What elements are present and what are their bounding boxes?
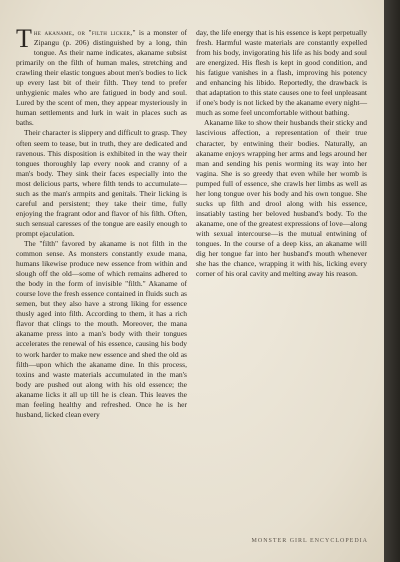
- drop-cap: T: [16, 24, 32, 53]
- page-edge-spine: [384, 0, 400, 562]
- paragraph-filth: The "filth" favored by akaname is not filth in the common sense. As monsters constantly exude mana, humans likewise produce new essence from within and slough off the old—some of which remains adhered to the body in the form of invisible "filth." Akaname of course love the fresh essence contained in fluids such as semen, but they also have a strong liking for essence thusly aged into filth. According to them, it has a rich flavor that clings to the mouth. Moreover, the mana akaname press into a man's body with their tongues accelerates the renewal of his essence, causing his body to work harder to make new essence and shed the old as filth—upon which the akaname dine. In this process, toxins and waste materials accumulated in the man's body are pushed out along with his old essence; the akaname licks it all up till he is clean. This leaves the man feeling healthy and refreshed. Once he is her husband, licked clean every: [16, 238, 187, 419]
- left-column: [16, 24, 187, 528]
- text-columns: [16, 24, 368, 528]
- right-column: [196, 28, 367, 528]
- lead-caps: he akaname, or "filth licker,": [33, 28, 136, 37]
- paragraph-continued: day, the life energy that is his essence is kept perpetually fresh. Harmful waste materials are constantly expelled from his body, invigorating his life as his body and soul are energized. His flesh is kept in good condition, and his fatigue vanishes in a flash, improving his potency and enhancing his libido. Reportedly, the drawback is that adaptation to this state causes one to feel unpleasant if one's body is not licked by the akaname every night—much as some feel uncomfortable without bathing.: [196, 28, 368, 118]
- running-footer: MONSTER GIRL ENCYCLOPEDIA: [251, 538, 368, 544]
- paragraph-character: Their character is slippery and difficult to grasp. They often seem to tease, but in truth, they are dedicated and ravenous. This disposition is exhibited in the way their tongues thoroughly lap every nook and cranny of a man's body. They sink their faces especially into the most delicious parts, where filth tends to accumulate—such as the man's armpits and genitals. Their licking is careful and persistent; they take their time, fully enjoying the fragrant odor and flavor of his filth. Often, such sensual caresses of the tongue are easily enough to prompt ejaculation.: [16, 128, 187, 238]
- paragraph-affection: Akaname like to show their husbands their sticky and lascivious affection, a representation of their true character, by entwining their bodies. Naturally, an akaname enjoys wrapping her arms and legs around her man and sending his penis worming its way into her vagina. She is so greedy that even while her womb is pumped full of essence, she crawls her limbs as well as her long tongue over his body and his own tongue. She sucks up filth and drool along with his essence, insatiably tasting her beloved husband's body. To the akaname, one of the greatest expressions of love—along with sexual intercourse—is the mutual entwining of tongues. In the course of a deep kiss, an akaname will dig her tongue far into her husband's mouth whenever she has the chance, wrapping it with his, licking every corner of his oral cavity and melting away his reason.: [196, 118, 367, 279]
- intro-paragraph: [16, 24, 187, 128]
- intro-text: is a monster of Zipangu (p. 206) distinguished by a long, thin tongue. As their name indicates, akaname subsist primarily on the filth of human males, stretching and crawling their elastic tongues about men's bodies to lick up every last bit of their filth. They tend to prefer unhygienic males who are fatigued in body and soul. Lured by the scent of men, they appear mysteriously in human settlements and lurk in wait in places such as baths.: [16, 28, 187, 128]
